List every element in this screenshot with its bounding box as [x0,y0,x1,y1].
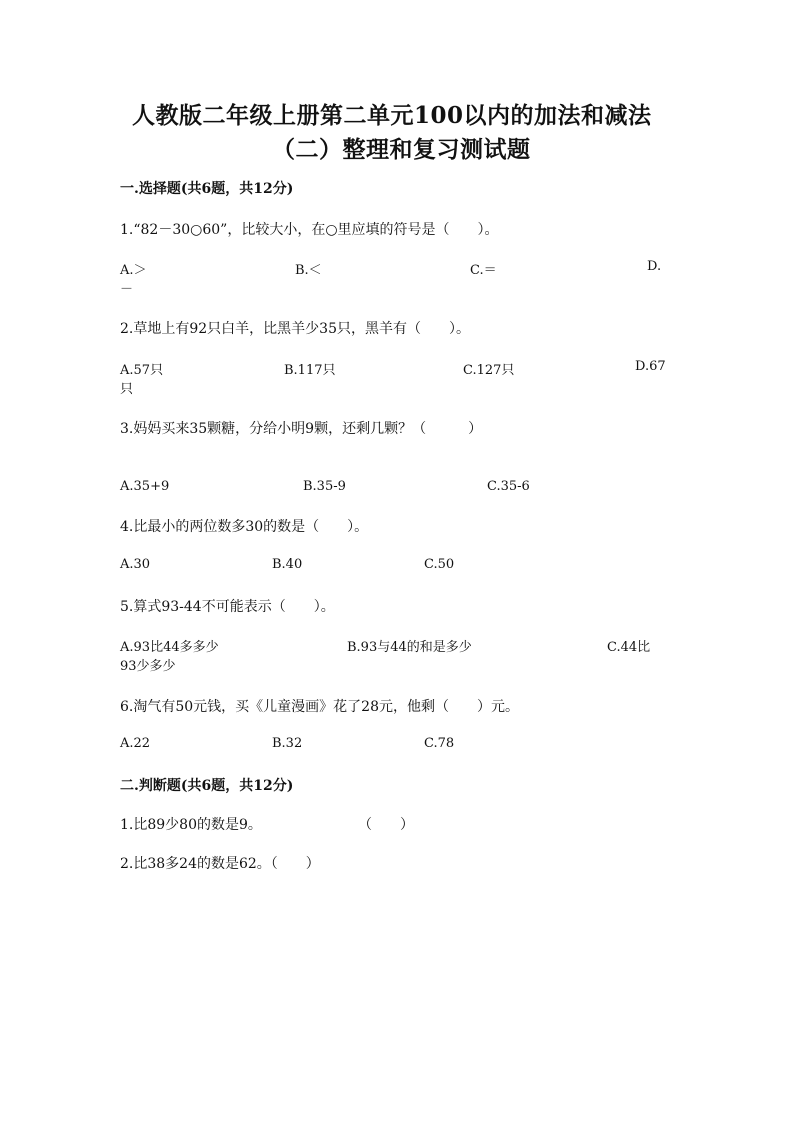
option-a: A.＞ [120,263,147,278]
question-stem: 6.淘气有50元钱，买《儿童漫画》花了28元，他剩（ ）元。 [120,699,519,715]
option-b: B.40 [272,557,303,572]
option-d: D.67 [635,359,666,374]
option-c: C.＝ [470,263,497,278]
question-stem: 5.算式93-44不可能表示（ ）。 [120,599,335,615]
section-heading: 一.选择题(共6题，共12分) [120,181,294,197]
question-stem: 3.妈妈买来35颗糖，分给小明9颗，还剩几颗？（ ） [120,421,483,437]
option-b: B.117只 [284,363,336,378]
option-b: B.＜ [295,263,322,278]
option-b: B.93与44的和是多少 [347,640,472,655]
question-stem: 1.比89少80的数是9。 [120,817,262,833]
option-a: A.22 [120,736,151,751]
option-a: A.57只 [120,363,164,378]
option-d: D. [647,259,662,274]
option-c: C.127只 [463,363,515,378]
option-c: C.44比 [607,640,651,655]
option-c: C.50 [424,557,455,572]
option-c: C.78 [424,736,455,751]
option-a: A.93比44多多少 [120,640,219,655]
option-b: B.32 [272,736,303,751]
option-d-continued: － [120,282,134,297]
title-line-2: （二）整理和复习测试题 [272,136,531,163]
option-a: A.30 [120,557,151,572]
answer-blank: （ ） [358,817,414,833]
option-d-continued: 只 [120,382,134,397]
question-stem: 2.草地上有92只白羊，比黑羊少35只，黑羊有（ ）。 [120,321,470,337]
question-stem: 2.比38多24的数是62。（ ） [120,856,320,872]
question-stem: 1.“82－30○60”，比较大小，在○里应填的符号是（ ）。 [120,222,499,238]
question-stem: 4.比最小的两位数多30的数是（ ）。 [120,519,369,535]
title-line-1: 人教版二年级上册第二单元100以内的加法和减法 [132,102,652,129]
section-heading: 二.判断题(共6题，共12分) [120,778,294,794]
option-b: B.35-9 [303,479,346,494]
option-a: A.35+9 [120,479,170,494]
option-c: C.35-6 [487,479,530,494]
option-c-continued: 93少多少 [120,659,176,674]
